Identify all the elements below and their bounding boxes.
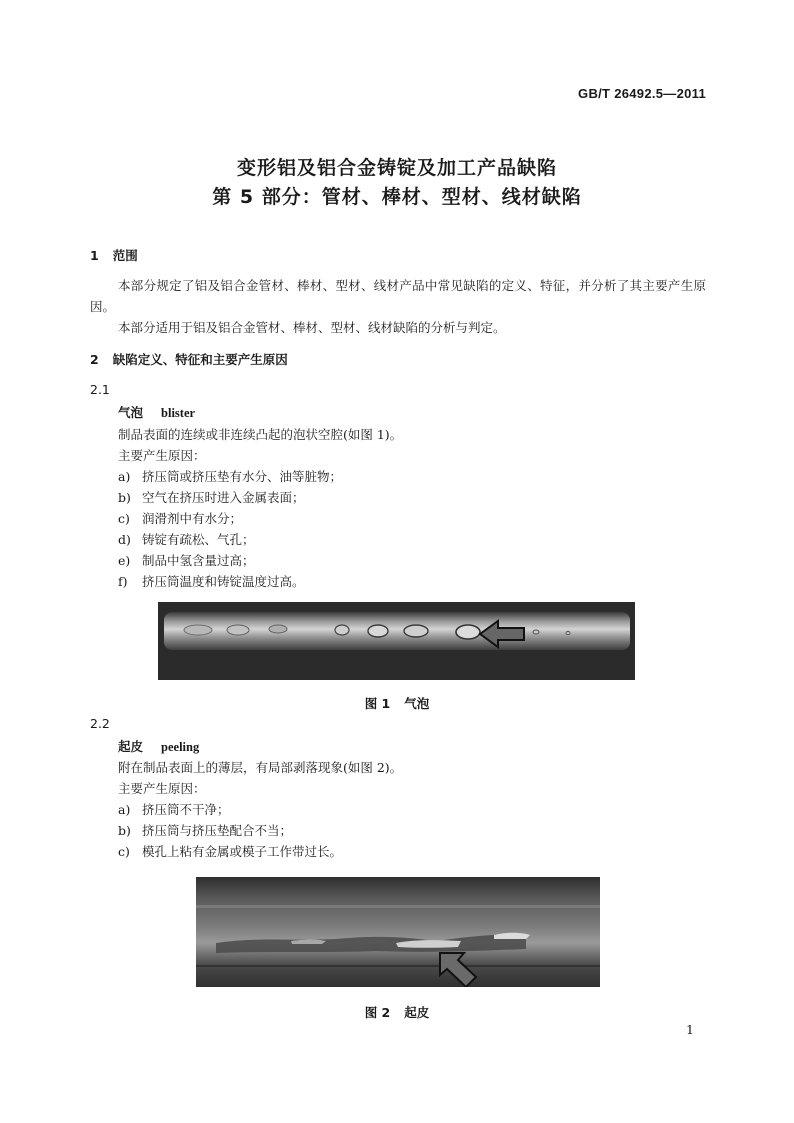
item22-term	[118, 737, 199, 755]
list-marker: a)	[118, 802, 131, 817]
item21-cause-f	[118, 572, 305, 590]
item21-cause-d	[118, 530, 255, 548]
item22-cause-c	[118, 842, 342, 860]
item21-term-en: blister	[161, 406, 196, 420]
item21-term-cn: 气泡	[118, 405, 144, 420]
item21-causes-label: 主要产生原因：	[118, 448, 206, 463]
item21-cause-c	[118, 509, 242, 527]
figure2-title: 起皮	[404, 1005, 430, 1020]
doc-title-line2: 第 5 部分：管材、棒材、型材、线材缺陷	[212, 186, 582, 208]
list-text: 铸锭有疏松、气孔；	[142, 532, 255, 547]
figure2-caption	[0, 1003, 794, 1021]
item21-definition: 制品表面的连续或非连续凸起的泡状空腔(如图 1)。	[118, 427, 403, 442]
list-text: 挤压筒不干净；	[142, 802, 230, 817]
item22-causes-label: 主要产生原因：	[118, 781, 206, 796]
list-marker: c)	[118, 844, 130, 859]
list-marker: d)	[118, 532, 131, 547]
section2-title: 缺陷定义、特征和主要产生原因	[112, 352, 288, 367]
figure2-label: 图 2	[364, 1005, 391, 1020]
list-text: 润滑剂中有水分；	[142, 511, 243, 526]
list-text: 挤压筒或挤压垫有水分、油等脏物；	[142, 469, 343, 484]
doc-title-line1: 变形铝及铝合金铸锭及加工产品缺陷	[236, 157, 557, 179]
figure1-photo	[158, 602, 635, 680]
figure1-caption	[0, 694, 794, 712]
item22-number: 2.2	[90, 716, 110, 731]
section1-para1: 本部分规定了铝及铝合金管材、棒材、型材、线材产品中常见缺陷的定义、特征，并分析了其主要产生原因。	[90, 278, 706, 314]
figure1-label: 图 1	[364, 696, 391, 711]
section1-para2: 本部分适用于铝及铝合金管材、棒材、型材、线材缺陷的分析与判定。	[118, 320, 506, 335]
list-text: 空气在挤压时进入金属表面；	[142, 490, 305, 505]
section1-heading	[90, 246, 138, 264]
list-marker: a)	[118, 469, 131, 484]
item22-definition: 附在制品表面上的薄层，有局部剥落现象(如图 2)。	[118, 760, 403, 775]
item21-cause-e	[118, 551, 255, 569]
figure2-photo	[196, 877, 600, 987]
standard-code: GB/T 26492.5—2011	[578, 86, 706, 101]
list-text: 模孔上粘有金属或模子工作带过长。	[142, 844, 343, 859]
figure1-title: 气泡	[404, 696, 430, 711]
list-marker: f)	[118, 574, 128, 589]
item21-number: 2.1	[90, 382, 110, 397]
section2-heading	[90, 350, 288, 368]
page-number: 1	[686, 1022, 694, 1037]
section1-number: 1	[90, 248, 99, 263]
section2-number: 2	[90, 352, 99, 367]
list-marker: e)	[118, 553, 131, 568]
item21-cause-a	[118, 467, 342, 485]
item21-cause-b	[118, 488, 305, 506]
item22-cause-b	[118, 821, 292, 839]
item21-term	[118, 403, 195, 421]
list-marker: c)	[118, 511, 130, 526]
item22-term-en: peeling	[161, 740, 200, 754]
list-text: 挤压筒温度和铸锭温度过高。	[142, 574, 305, 589]
item22-term-cn: 起皮	[118, 739, 144, 754]
list-text: 制品中氢含量过高；	[142, 553, 255, 568]
item22-cause-a	[118, 800, 230, 818]
list-marker: b)	[118, 490, 131, 505]
list-marker: b)	[118, 823, 131, 838]
section1-title: 范围	[112, 248, 138, 263]
list-text: 挤压筒与挤压垫配合不当；	[142, 823, 293, 838]
